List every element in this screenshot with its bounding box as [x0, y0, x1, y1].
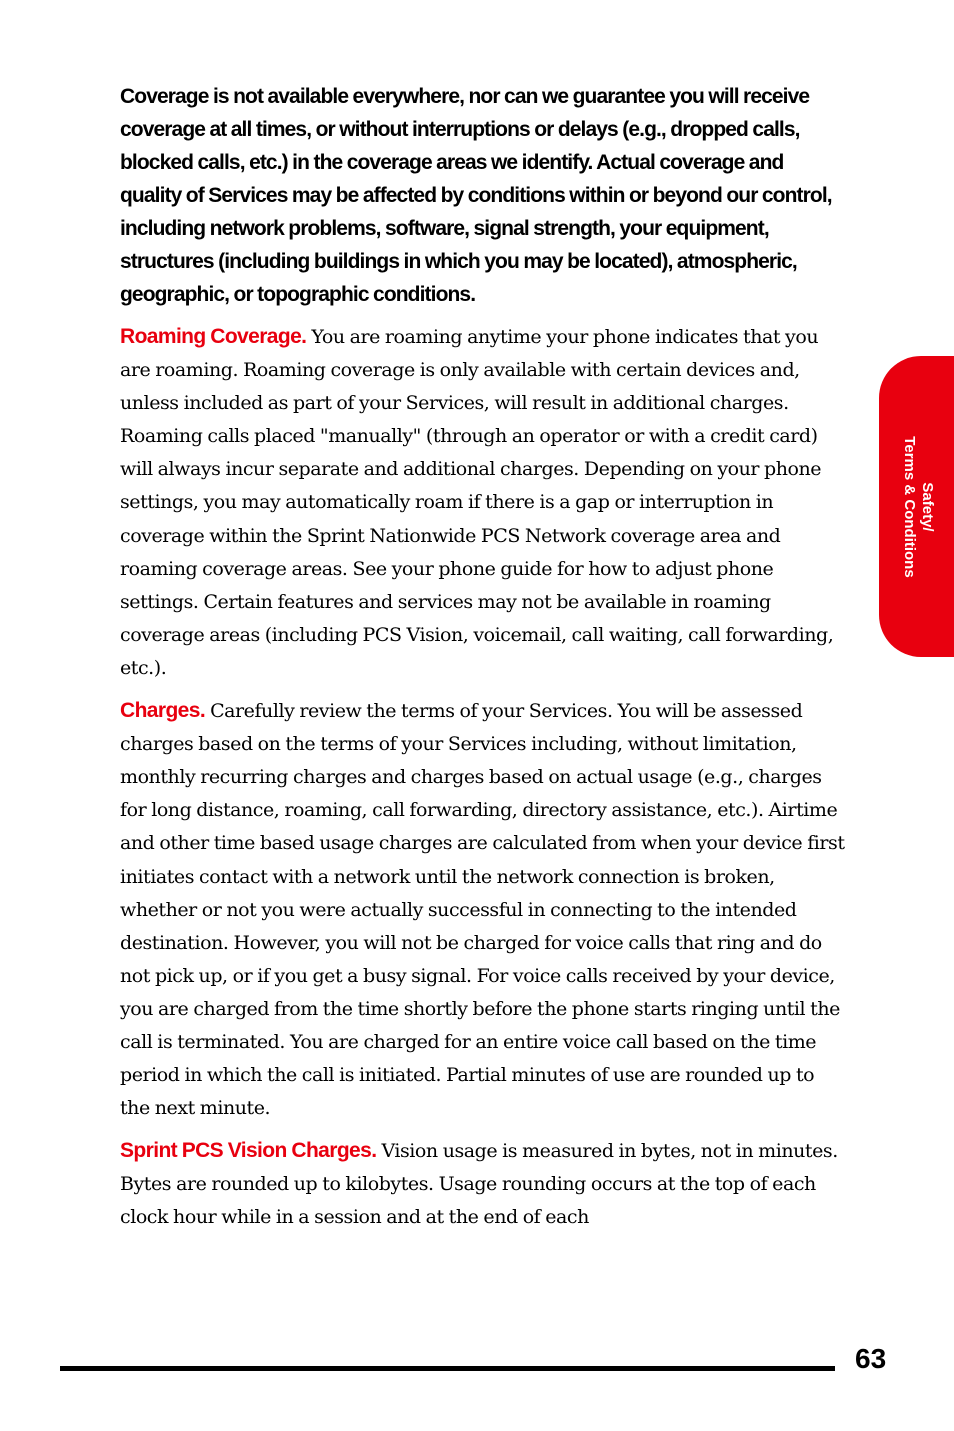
section-body: Vision usage is measured in bytes, not in minutes. Bytes are rounded up to kilobytes. Usage rounding occurs at the top of each clock hour while in a session and at the end of each [120, 1140, 838, 1229]
section-vision-charges [120, 1134, 848, 1234]
section-heading: Roaming Coverage. [120, 325, 307, 348]
side-tab-line-2: Terms & Conditions [901, 435, 918, 578]
page-number: 63 [855, 1343, 887, 1374]
side-tab-line-1: Safety/ [919, 481, 936, 532]
page-content [120, 80, 848, 1244]
coverage-disclaimer: Coverage is not available everywhere, nor can we guarantee you will receive coverage at all times, or without interruptions or delays (e.g., dropped calls, blocked calls, etc.) in the coverage areas we identify. Actual coverage and quality of Services may be affected by conditions within or beyond our control, including network problems, software, signal strength, your equipment, structures (including buildings in which you may be located), atmospheric, geographic, or topographic conditions. [120, 85, 832, 306]
side-tab-label [900, 436, 936, 577]
section-heading: Sprint PCS Vision Charges. [120, 1139, 377, 1163]
section-body: Carefully review the terms of your Services. You will be assessed charges based on the terms of your Services including, without limitation, monthly recurring charges and charges based on actual usage (e.g., charges for long distance, roaming, call forwarding, directory assistance, etc.). Airtime and other time based usage charges are calculated from when your device first initiates contact with a network until the network connection is broken, whether or not you were actually successful in connecting to the intended destination. However, you will not be charged for voice calls that ring and do not pick up, or if you get a busy signal. For voice calls received by your device, you are charged from the time shortly before the phone starts ringing until the call is terminated. You are charged for an entire voice call based on the time period in which the call is initiated. Partial minutes of use are rounded up to the next minute. [120, 700, 845, 1120]
section-charges [120, 694, 848, 1125]
section-side-tab[interactable] [879, 356, 954, 657]
footer-rule [60, 1366, 835, 1371]
section-body: You are roaming anytime your phone indicates that you are roaming. Roaming coverage is only available with certain devices and, unless included as part of your Services, will result in additional charges. Roaming calls placed "manually" (through an operator or with a credit card) will always incur separate and additional charges. Depending on your phone settings, you may automatically roam if there is a gap or interruption in coverage within the Sprint Nationwide PCS Network coverage area and roaming coverage areas. See your phone guide for how to adjust phone settings. Certain features and services may not be available in roaming coverage areas (including PCS Vision, voicemail, call waiting, call forwarding, etc.). [120, 326, 834, 679]
section-heading: Charges. [120, 699, 206, 723]
section-roaming-coverage [120, 320, 848, 685]
